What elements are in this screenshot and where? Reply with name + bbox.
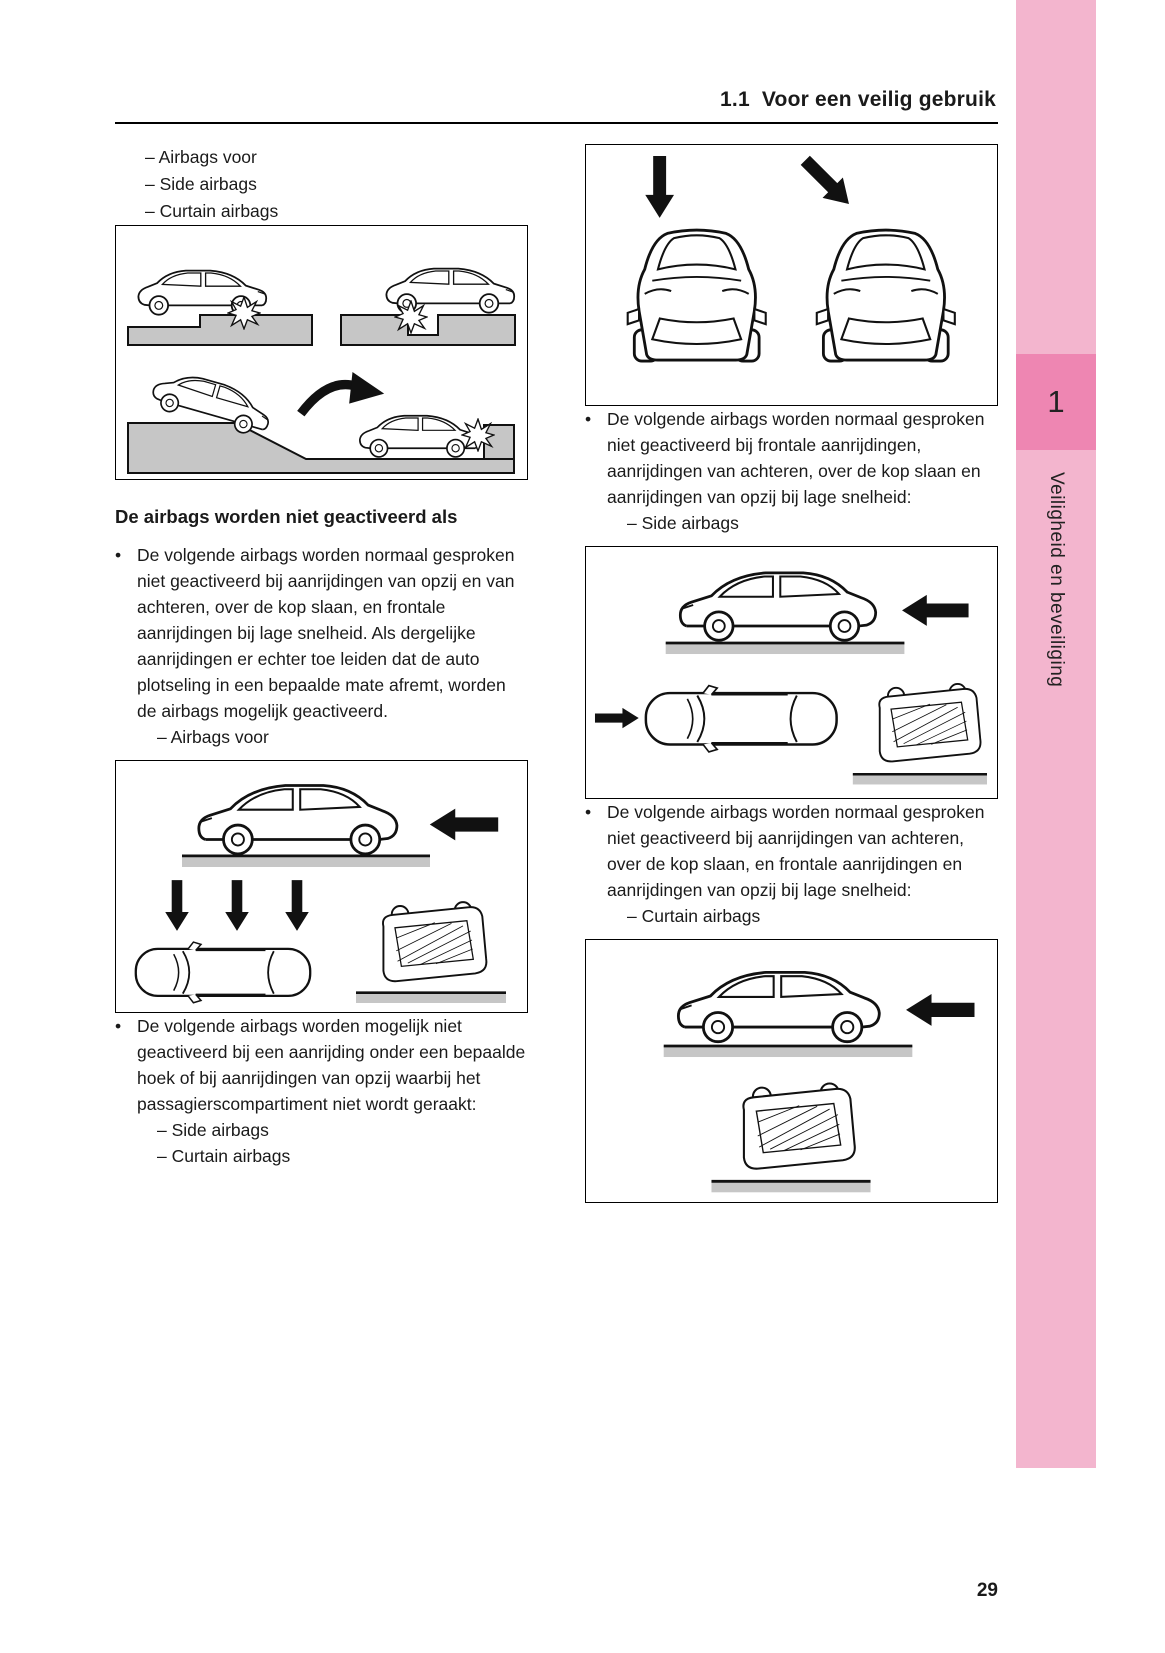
trajectory-arrow-icon — [301, 372, 384, 414]
rough-road-illustration — [116, 226, 527, 479]
car-front-view — [817, 230, 955, 361]
car-hitting-ditch-wall — [360, 416, 479, 457]
rear-impact-arrow-icon — [430, 809, 498, 841]
overturned-car — [879, 684, 980, 761]
curtain-airbag-illustration — [586, 940, 997, 1202]
chapter-title-wrap — [1016, 472, 1096, 792]
chapter-title: Veiligheid en beveiliging — [1046, 472, 1067, 688]
section-heading: De airbags worden niet geactiveerd als — [115, 506, 458, 527]
bullet-text: De volgende airbags worden normaal gesproken niet geactiveerd bij frontale aanrijdingen, aanrijdingen van achteren, over de kop slaan en aanrijdingen van opzij bij lage snelheid: — [607, 409, 985, 507]
sub-item: – Airbags voor — [157, 727, 269, 747]
side-impact-arrow-icon — [285, 880, 309, 931]
rear-impact-arrow-icon — [902, 595, 969, 626]
oblique-impact-arrow-icon — [795, 150, 859, 214]
ground-bar — [356, 993, 506, 1003]
bullet-text: De volgende airbags worden normaal gesproken niet geactiveerd bij aanrijdingen van achteren, over de kop slaan, en frontale aanrijdingen en aanrijdingen van opzij bij lage snelheid: — [607, 802, 985, 900]
ground-bar — [711, 1181, 870, 1192]
overturned-car — [383, 902, 486, 981]
list-item: – Airbags voor — [145, 147, 257, 167]
front-impact-arrow-icon — [595, 708, 639, 728]
overturned-car — [743, 1083, 854, 1168]
sub-item: – Side airbags — [627, 513, 739, 533]
frontal-impact-arrow-icon — [645, 156, 674, 218]
sub-item: – Curtain airbags — [157, 1146, 291, 1166]
ground-bar — [182, 856, 430, 867]
left-column — [115, 144, 528, 1203]
rear-impact-arrow-icon — [906, 994, 974, 1026]
right-column — [585, 144, 998, 1203]
chapter-number: 1 — [1047, 384, 1065, 419]
figure-curtain-airbag-non-activation — [585, 939, 998, 1203]
page-content — [115, 0, 998, 1203]
list-item: – Side airbags — [145, 174, 257, 194]
chapter-sidebar — [1016, 0, 1096, 1468]
section-title: 1.1 Voor een veilig gebruik — [720, 88, 996, 111]
side-impact-arrow-icon — [225, 880, 249, 931]
ground-bar — [853, 774, 987, 784]
chapter-tab — [1016, 354, 1096, 450]
car-side-view — [199, 786, 397, 854]
frontal-impact-illustration — [586, 145, 997, 405]
sub-item: – Curtain airbags — [627, 906, 761, 926]
bullet-body — [137, 542, 528, 750]
sub-item: – Side airbags — [157, 1120, 269, 1140]
bullet-marker: • — [585, 409, 592, 429]
list-item: – Curtain airbags — [145, 201, 279, 221]
car-top-view — [646, 686, 837, 752]
bullet-item — [115, 542, 528, 750]
ground-bar — [666, 643, 905, 654]
page-number: 29 — [976, 1580, 998, 1601]
bullet-body — [607, 799, 998, 929]
airbag-type-list — [115, 144, 528, 225]
figure-frontal-impacts — [585, 144, 998, 406]
side-airbag-illustration — [586, 547, 997, 798]
figure-side-rear-rollover — [115, 760, 528, 1013]
bullet-text: De volgende airbags worden normaal gesproken niet geactiveerd bij aanrijdingen van opzij en van achteren, over de kop slaan, en frontale aanrijdingen bij lage snelheid. Als dergelijke aanrijdingen er echter toe leiden dat de auto plotseling in een bepaalde mate afremt, worden de airbags mogelijk geactiveerd. — [137, 545, 515, 721]
bullet-body — [137, 1013, 528, 1169]
side-impact-arrow-icon — [165, 880, 189, 931]
section-header — [115, 0, 998, 124]
bullet-marker: • — [115, 1016, 122, 1036]
car-side-view — [678, 972, 879, 1041]
ground-bar — [664, 1046, 913, 1057]
impact-burst-icon — [395, 301, 427, 333]
bullet-item — [585, 799, 998, 929]
bullet-marker: • — [585, 802, 592, 822]
car-top-view — [136, 942, 310, 1003]
car-wheel-in-dip — [386, 269, 514, 313]
bullet-body — [607, 406, 998, 536]
ground-step-up — [128, 315, 312, 345]
ground-with-dip — [341, 315, 515, 345]
car-front-view — [628, 230, 766, 361]
figure-side-airbag-non-activation — [585, 546, 998, 799]
bullet-item — [115, 1013, 528, 1169]
non-activation-illustration — [116, 761, 527, 1012]
two-column-layout — [115, 144, 998, 1203]
bullet-marker: • — [115, 545, 122, 565]
car-side-view — [680, 573, 875, 640]
bullet-text: De volgende airbags worden mogelijk niet geactiveerd bij een aanrijding onder een bepaalde hoek of bij aanrijdingen van opzij waarbij het passagierscompartiment niet wordt geraakt: — [137, 1016, 526, 1114]
figure-rough-road-scenes — [115, 225, 528, 480]
bullet-item — [585, 406, 998, 536]
